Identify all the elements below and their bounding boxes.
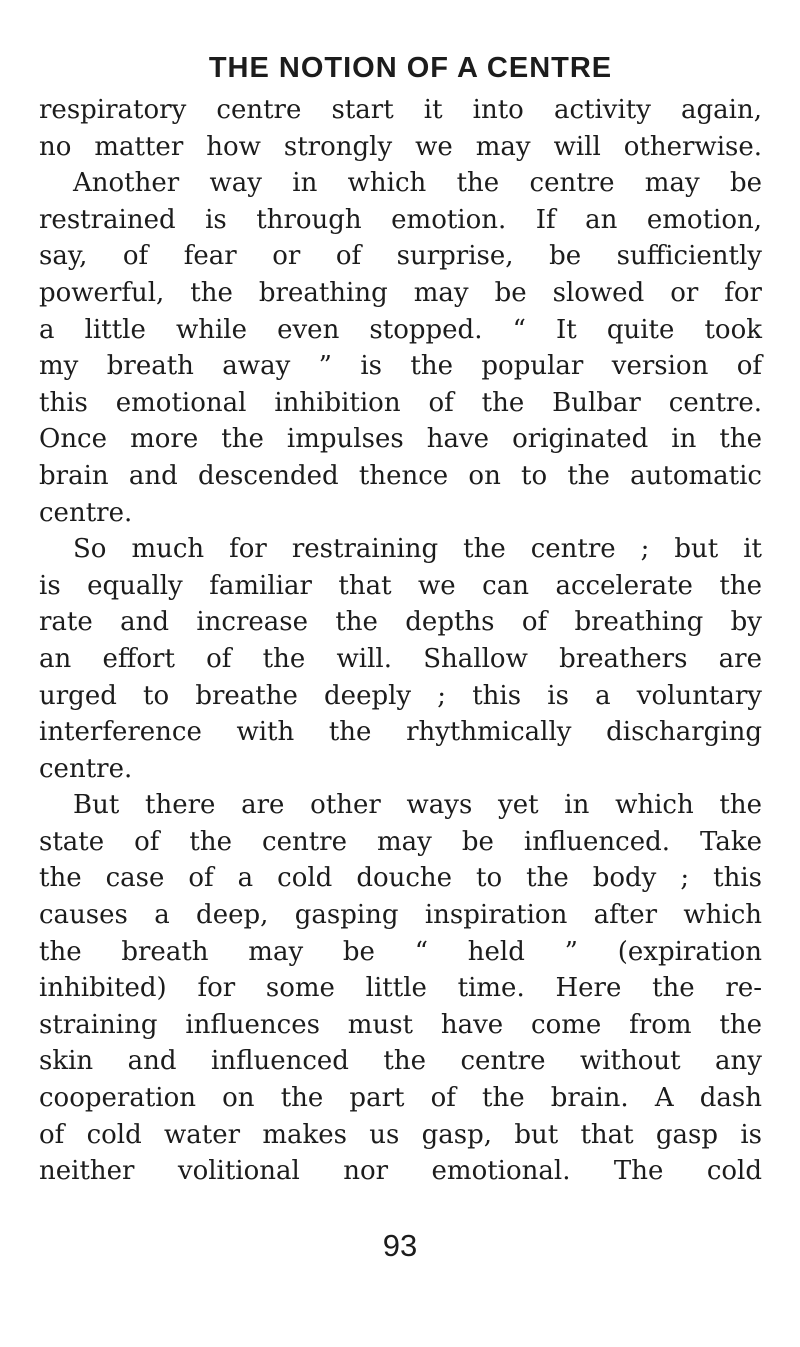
book-page xyxy=(39,50,762,1190)
text-line: interference with the rhythmically discharging xyxy=(39,717,762,748)
text-line: inhibited) for some little time. Here the re- xyxy=(39,973,762,1004)
body-text xyxy=(39,92,762,1190)
text-line: brain and descended thence on to the automatic xyxy=(39,460,762,491)
text-line: powerful, the breathing may be slowed or for xyxy=(39,277,762,308)
text-line: restrained is through emotion. If an emotion, xyxy=(39,204,762,235)
running-head-title: THE NOTION OF A CENTRE xyxy=(208,52,613,84)
text-line: the case of a cold douche to the body ; this xyxy=(39,863,762,894)
text-line: neither volitional nor emotional. The cold xyxy=(39,1156,762,1187)
paragraph-end-line: centre. xyxy=(39,497,133,528)
paragraph-start-line: Another way in which the centre may be xyxy=(73,168,762,199)
text-line: is equally familiar that we can accelerate the xyxy=(39,570,762,601)
text-line: an effort of the will. Shallow breathers are xyxy=(39,643,762,674)
text-line: my breath away ” is the popular version of xyxy=(39,351,762,382)
text-line: of cold water makes us gasp, but that gasp is xyxy=(39,1119,762,1150)
text-line: this emotional inhibition of the Bulbar centre. xyxy=(39,387,762,418)
text-line: causes a deep, gasping inspiration after which xyxy=(39,900,762,931)
text-line: say, of fear or of surprise, be sufficiently xyxy=(39,241,762,272)
text-line: straining influences must have come from the xyxy=(39,1009,762,1040)
text-line: cooperation on the part of the brain. A dash xyxy=(39,1083,762,1114)
text-line: urged to breathe deeply ; this is a voluntary xyxy=(39,680,762,711)
page-number: 93 xyxy=(382,1228,418,1263)
paragraph-end-line: centre. xyxy=(39,753,133,784)
text-line: no matter how strongly we may will otherwise. xyxy=(39,131,762,162)
text-line: respiratory centre start it into activity again, xyxy=(39,95,762,125)
text-line: rate and increase the depths of breathing by xyxy=(39,607,762,638)
text-line: Once more the impulses have originated in the xyxy=(39,424,762,455)
paragraph-start-line: But there are other ways yet in which the xyxy=(73,790,762,821)
text-line: the breath may be “ held ” (expiration xyxy=(39,936,762,967)
paragraph-start-line: So much for restraining the centre ; but it xyxy=(73,534,762,565)
text-line: state of the centre may be influenced. Take xyxy=(39,826,762,857)
text-line: skin and influenced the centre without any xyxy=(39,1046,762,1077)
text-line: a little while even stopped. “ It quite took xyxy=(39,314,762,345)
